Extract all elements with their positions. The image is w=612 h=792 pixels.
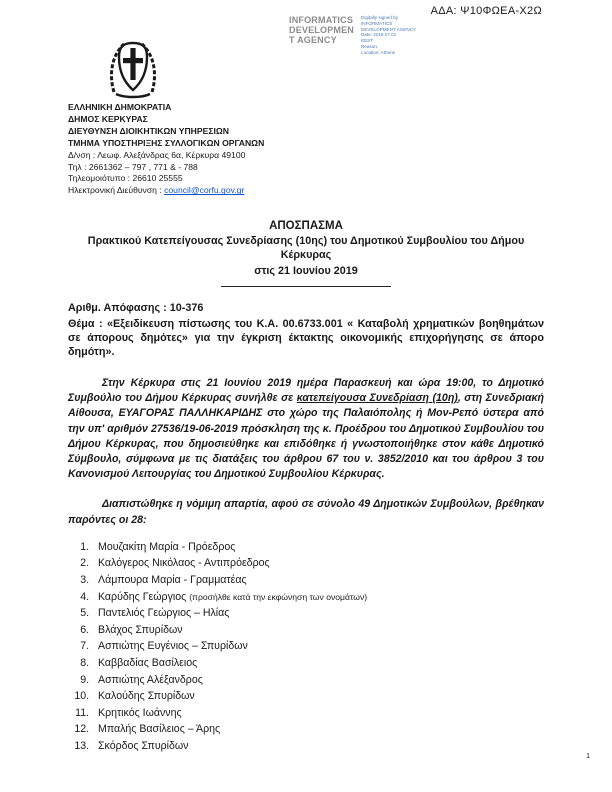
- title-date: στις 21 Ιουνίου 2019: [254, 265, 358, 277]
- paragraph-session-intro: Στην Κέρκυρα στις 21 Ιουνίου 2019 ημέρα Παρασκευή και ώρα 19:00, το Δημοτικό Συμβούλιο του Δήμου Κέρκυρας συνήλθε σε κατεπείγουσα Συνεδρίαση (10η), στη Συνεδριακή Αίθουσα, ΕΥΑΓΟΡΑΣ ΠΑΛΛΗΚΑΡΙΔΗΣ στο χώρο της Παλαιόπολης ή Μον-Ρεπό ύστερα από την υπ' αριθμόν 27536/19-06-2019 πρόσκληση της κ. Προέδρου του Δημοτικού Συμβουλίου του Δήμου Κέρκυρας, που δημοσιεύθηκε και επιδόθηκε ή γνωστοποιήθηκε στον κάθε Δημοτικό Σύμβουλο, σύμφωνα με τις διατάξεις του άρθρου 67 του ν. 3852/2010 και του άρθρου 3 του Κανονισμού Λειτουργίας του Δημοτικού Συμβουλίου Κέρκυρας.: [68, 377, 545, 481]
- org-line-phone: Τηλ : 2661362 – 797 , 771 & - 788: [68, 161, 198, 172]
- org-line-address: Δ/νση : Λεωφ. Αλεξάνδρας 6α, Κέρκυρα 49100: [68, 149, 246, 160]
- title-subheading: Πρακτικού Κατεπείγουσας Συνεδρίασης (10ης) του Δημοτικού Συμβουλίου του Δήμου Κέρκυρας: [87, 235, 525, 261]
- list-item: 12. Μπαλής Βασίλειος – Άρης: [92, 723, 544, 735]
- list-item: 13. Σκόρδος Σπυρίδων: [92, 740, 544, 752]
- organization-header: [68, 102, 264, 197]
- list-item: 3. Λάμπουρα Μαρία - Γραμματέας: [92, 574, 544, 586]
- list-item: 6. Βλάχος Σπυρίδων: [92, 624, 544, 636]
- greek-coat-of-arms-icon: [104, 36, 162, 105]
- org-line-email: [68, 185, 264, 197]
- document-body: [68, 220, 544, 757]
- underlined-session-phrase: κατεπείγουσα Συνεδρίαση (10η): [296, 392, 458, 405]
- list-item: 1. Μουζακίτη Μαρία - Πρόεδρος: [92, 541, 544, 553]
- email-link[interactable]: council@corfu.gov.gr: [164, 185, 245, 196]
- org-line-republic: ΕΛΛΗΝΙΚΗ ΔΗΜΟΚΡΑΤΙΑ: [68, 102, 172, 112]
- signature-agency-name: INFORMATICS DEVELOPMEN T AGENCY: [289, 15, 355, 45]
- email-label: Ηλεκτρονική Διεύθυνση :: [68, 185, 165, 196]
- list-item: 11. Κρητικός Ιωάννης: [92, 707, 544, 719]
- ada-number: ΑΔΑ: Ψ10ΦΩΕΑ-Χ2Ω: [430, 5, 542, 17]
- list-item: 7. Ασπιώτης Ευγένιος – Σπυρίδων: [92, 640, 544, 652]
- org-line-department: ΤΜΗΜΑ ΥΠΟΣΤΗΡΙΞΗΣ ΣΥΛΛΟΓΙΚΩΝ ΟΡΓΑΝΩΝ: [68, 137, 265, 148]
- list-item: 5. Παντελιός Γεώργιος – Ηλίας: [92, 607, 544, 619]
- org-line-municipality: ΔΗΜΟΣ ΚΕΡΚΥΡΑΣ: [68, 113, 148, 124]
- signature-details: Digitally signed by INFORMATICS DEVELOPMENT AGENCY Date: 2019.07.01 EEST Reason: Location: Athens: [361, 15, 417, 55]
- paragraph-quorum: Διαπιστώθηκε η νόμιμη απαρτία, αφού σε σύνολο 49 Δημοτικών Συμβούλων, βρέθηκαν παρόντες οι 28:: [68, 498, 544, 526]
- title-divider: [221, 286, 391, 287]
- digital-signature-stamp: [289, 15, 416, 56]
- decision-subject: Θέμα : «Εξειδίκευση πίστωσης του Κ.Α. 00.6733.001 « Καταβολή χρηματικών βοηθημάτων σε άπορους δημότες» για την έγκριση έκτακτης οικονομικής επιχορήγησης σε άπορο δημότη».: [68, 318, 544, 358]
- list-item: 4. Καρύδης Γεώργιος (προσήλθε κατά την εκφώνηση των ονομάτων): [92, 591, 544, 603]
- list-item: 2. Καλόγερος Νικόλαος - Αντιπρόεδρος: [92, 557, 544, 569]
- page-number: 1: [586, 753, 590, 760]
- org-line-directorate: ΔΙΕΥΘΥΝΣΗ ΔΙΟΙΚΗΤΙΚΩΝ ΥΠΗΡΕΣΙΩΝ: [68, 125, 229, 136]
- list-item: 10. Καλούδης Σπυρίδων: [92, 690, 544, 702]
- decision-number: Αριθμ. Απόφασης : 10-376: [68, 302, 204, 314]
- org-line-fax: Τηλεομοιότυπο : 26610 25555: [68, 173, 183, 184]
- list-item: 8. Καββαδίας Βασίλειος: [92, 657, 544, 669]
- attendees-list: [68, 541, 544, 752]
- list-item: 9. Ασπιώτης Αλέξανδρος: [92, 674, 544, 686]
- title-heading: ΑΠΟΣΠΑΣΜΑ: [269, 220, 343, 232]
